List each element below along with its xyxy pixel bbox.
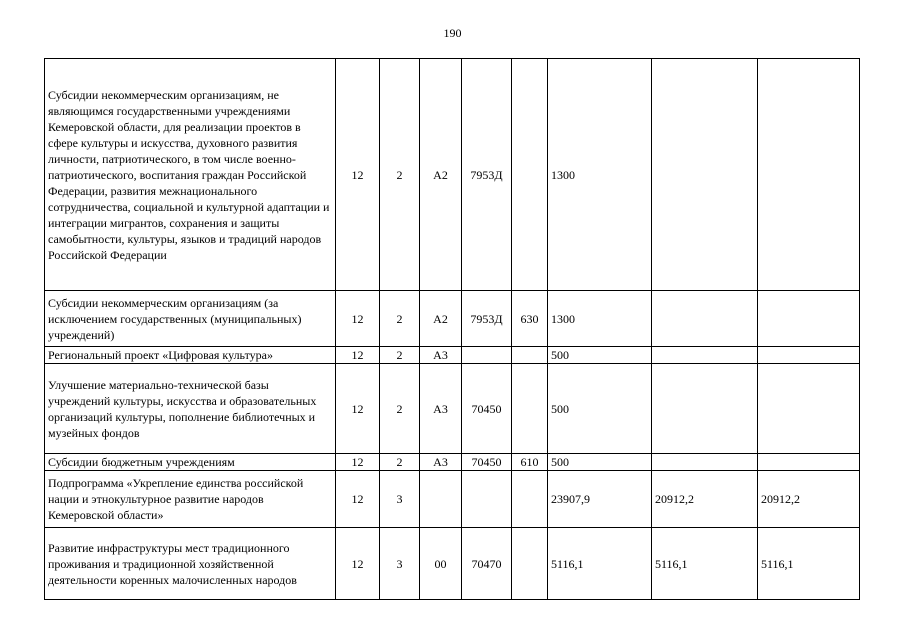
cell-year-1: 500 (548, 347, 652, 364)
budget-table (44, 58, 860, 600)
cell-year-1: 23907,9 (548, 471, 652, 528)
table-row (45, 471, 860, 528)
cell-expense-type (512, 364, 548, 454)
row-name: Субсидии некоммерческим организациям, не являющимся государственными учреждениями Кемеровской области, для реализации проектов в сфере культуры и искусства, духовного развития личности, патриотического, в том числе военно-патриотического, воспитания граждан Российской Федерации, развития межнационального сотрудничества, социальной и культурной адаптации и интеграции мигрантов, сохранения и защиты самобытности, культуры, языков и традиций народов Российской Федерации (45, 59, 336, 291)
cell-section: 12 (336, 364, 380, 454)
table-row (45, 59, 860, 291)
cell-year-1: 1300 (548, 291, 652, 347)
cell-section: 12 (336, 291, 380, 347)
cell-year-3: 5116,1 (758, 528, 860, 600)
cell-expense-type (512, 347, 548, 364)
cell-section: 12 (336, 528, 380, 600)
row-name: Развитие инфраструктуры мест традиционного проживания и традиционной хозяйственной деятельности коренных малочисленных народов (45, 528, 336, 600)
cell-year-1: 1300 (548, 59, 652, 291)
cell-year-1: 500 (548, 454, 652, 471)
cell-year-3 (758, 291, 860, 347)
cell-target-code-1: 00 (420, 528, 462, 600)
table-row (45, 291, 860, 347)
cell-subsection: 2 (380, 454, 420, 471)
cell-year-3 (758, 364, 860, 454)
row-name: Улучшение материально-технической базы учреждений культуры, искусства и образовательных организаций культуры, пополнение библиотечных и музейных фондов (45, 364, 336, 454)
row-name: Субсидии бюджетным учреждениям (45, 454, 336, 471)
row-name: Субсидии некоммерческим организациям (за исключением государственных (муниципальных) учреждений) (45, 291, 336, 347)
cell-year-3 (758, 454, 860, 471)
cell-target-code-2: 70450 (462, 364, 512, 454)
cell-expense-type (512, 471, 548, 528)
table-row (45, 528, 860, 600)
cell-year-3: 20912,2 (758, 471, 860, 528)
cell-expense-type (512, 59, 548, 291)
cell-target-code-2: 7953Д (462, 59, 512, 291)
cell-expense-type: 610 (512, 454, 548, 471)
cell-year-2 (652, 364, 758, 454)
cell-target-code-2 (462, 347, 512, 364)
cell-target-code-1: А3 (420, 347, 462, 364)
cell-subsection: 2 (380, 347, 420, 364)
cell-subsection: 3 (380, 471, 420, 528)
cell-target-code-1 (420, 471, 462, 528)
row-name: Региональный проект «Цифровая культура» (45, 347, 336, 364)
cell-subsection: 2 (380, 291, 420, 347)
cell-target-code-1: А2 (420, 291, 462, 347)
table-row (45, 364, 860, 454)
table-row (45, 454, 860, 471)
cell-year-2 (652, 59, 758, 291)
cell-year-2 (652, 291, 758, 347)
cell-subsection: 3 (380, 528, 420, 600)
cell-section: 12 (336, 59, 380, 291)
cell-subsection: 2 (380, 364, 420, 454)
cell-year-2 (652, 454, 758, 471)
cell-target-code-2: 70450 (462, 454, 512, 471)
cell-subsection: 2 (380, 59, 420, 291)
cell-year-2 (652, 347, 758, 364)
row-name: Подпрограмма «Укрепление единства российской нации и этнокультурное развитие народов Кемеровской области» (45, 471, 336, 528)
cell-section: 12 (336, 471, 380, 528)
page-number: 190 (443, 26, 462, 40)
cell-target-code-1: А3 (420, 454, 462, 471)
cell-section: 12 (336, 347, 380, 364)
cell-year-2: 20912,2 (652, 471, 758, 528)
cell-year-2: 5116,1 (652, 528, 758, 600)
cell-target-code-1: А2 (420, 59, 462, 291)
cell-year-1: 500 (548, 364, 652, 454)
cell-expense-type (512, 528, 548, 600)
cell-target-code-1: А3 (420, 364, 462, 454)
table-row (45, 347, 860, 364)
cell-section: 12 (336, 454, 380, 471)
cell-expense-type: 630 (512, 291, 548, 347)
cell-target-code-2: 70470 (462, 528, 512, 600)
cell-year-3 (758, 59, 860, 291)
cell-target-code-2: 7953Д (462, 291, 512, 347)
cell-target-code-2 (462, 471, 512, 528)
cell-year-3 (758, 347, 860, 364)
cell-year-1: 5116,1 (548, 528, 652, 600)
